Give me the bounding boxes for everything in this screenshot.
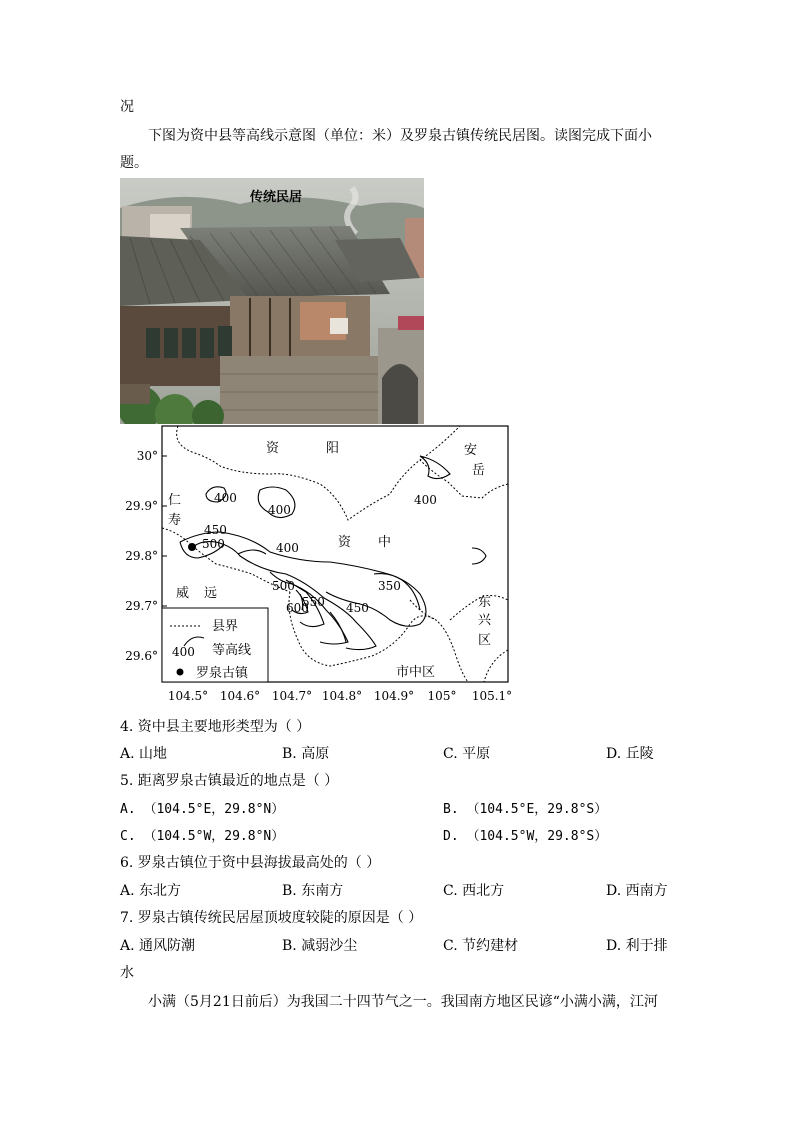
- contour-value: 500: [202, 537, 225, 551]
- question-7-option-d[interactable]: D. 利于排: [606, 938, 668, 954]
- region-label: 东: [478, 595, 492, 610]
- longitude-tick-label: 104.7°: [271, 689, 313, 703]
- question-6-option-d[interactable]: D. 西南方: [606, 883, 668, 899]
- longitude-tick-label: 104.8°: [321, 689, 363, 703]
- contour-map: [120, 424, 515, 708]
- region-label: 兴: [478, 613, 492, 628]
- contour-value: 450: [204, 523, 227, 537]
- region-label: 资: [266, 441, 280, 456]
- contour-value: 500: [272, 579, 295, 593]
- region-label: 远: [204, 586, 218, 601]
- contour-value: 400: [276, 541, 299, 555]
- photo-caption: 传统民居: [250, 190, 303, 205]
- region-label: 安: [464, 443, 478, 458]
- question-4-option-d[interactable]: D. 丘陵: [606, 746, 654, 762]
- intro-text-tail: 题。: [120, 155, 148, 171]
- longitude-tick-label: 105°: [427, 689, 457, 703]
- legend-county-border: 县界: [212, 619, 239, 634]
- question-5-option-b[interactable]: B. （104.5°E，29.8°S）: [443, 802, 608, 817]
- longitude-tick-label: 105.1°: [471, 689, 513, 703]
- traditional-dwelling-photo: [120, 178, 424, 424]
- region-label: 岳: [472, 463, 486, 478]
- question-4-option-c[interactable]: C. 平原: [443, 746, 491, 762]
- question-7-stem: 7. 罗泉古镇传统民居屋顶坡度较陡的原因是（ ）: [120, 910, 423, 926]
- latitude-tick-label: 29.9°: [125, 499, 158, 513]
- question-4-option-a[interactable]: A. 山地: [120, 746, 168, 762]
- region-label: 区: [478, 633, 492, 648]
- question-7-option-a[interactable]: A. 通风防潮: [120, 938, 196, 954]
- region-label: 威: [176, 586, 190, 601]
- longitude-tick-label: 104.6°: [219, 689, 261, 703]
- contour-value: 550: [302, 595, 325, 609]
- region-label: 中: [378, 535, 392, 550]
- closing-paragraph: 小满（5月21日前后）为我国二十四节气之一。我国南方地区民谚“小满小满，江河: [148, 994, 658, 1010]
- latitude-tick-label: 29.8°: [125, 549, 158, 563]
- region-label: 寿: [168, 513, 182, 528]
- question-6-option-b[interactable]: B. 东南方: [282, 883, 344, 899]
- contour-value: 400: [214, 491, 237, 505]
- legend-contour-value: 400: [172, 645, 195, 659]
- intro-text: 下图为资中县等高线示意图（单位：米）及罗泉古镇传统民居图。读图完成下面小: [148, 128, 652, 144]
- region-label: 阳: [326, 441, 340, 456]
- question-7-option-d-wrap: 水: [120, 965, 134, 981]
- region-label: 市中区: [396, 665, 436, 680]
- question-6-option-c[interactable]: C. 西北方: [443, 883, 505, 899]
- contour-value: 600: [286, 601, 309, 615]
- contour-value: 400: [268, 503, 291, 517]
- town-legend-symbol: [177, 669, 184, 676]
- latitude-tick-label: 29.6°: [125, 649, 158, 663]
- contour-value: 400: [414, 493, 437, 507]
- question-5-stem: 5. 距离罗泉古镇最近的地点是（ ）: [120, 773, 339, 789]
- question-5-option-d[interactable]: D. （104.5°W，29.8°S）: [443, 829, 608, 844]
- question-5-option-a[interactable]: A. （104.5°E，29.8°N）: [120, 802, 285, 817]
- question-5-option-c[interactable]: C. （104.5°W，29.8°N）: [120, 829, 285, 844]
- question-6-stem: 6. 罗泉古镇位于资中县海拔最高处的（ ）: [120, 855, 381, 871]
- longitude-tick-label: 104.9°: [373, 689, 415, 703]
- map-legend: [162, 608, 268, 682]
- previous-question-tail: 况: [120, 99, 134, 115]
- legend-contour: 等高线: [212, 643, 252, 658]
- question-6-option-a[interactable]: A. 东北方: [120, 883, 182, 899]
- question-4-stem: 4. 资中县主要地形类型为（ ）: [120, 719, 311, 735]
- latitude-tick-label: 29.7°: [125, 599, 158, 613]
- region-label: 仁: [168, 493, 182, 508]
- contour-value: 450: [346, 601, 369, 615]
- region-label: 资: [338, 535, 352, 550]
- question-4-option-b[interactable]: B. 高原: [282, 746, 330, 762]
- contour-value: 350: [378, 579, 401, 593]
- longitude-tick-label: 104.5°: [167, 689, 209, 703]
- latitude-tick-label: 30°: [136, 449, 158, 463]
- question-7-option-b[interactable]: B. 减弱沙尘: [282, 938, 358, 954]
- legend-town: 罗泉古镇: [196, 666, 249, 681]
- question-7-option-c[interactable]: C. 节约建材: [443, 938, 519, 954]
- luoquan-town-dot: [188, 543, 196, 551]
